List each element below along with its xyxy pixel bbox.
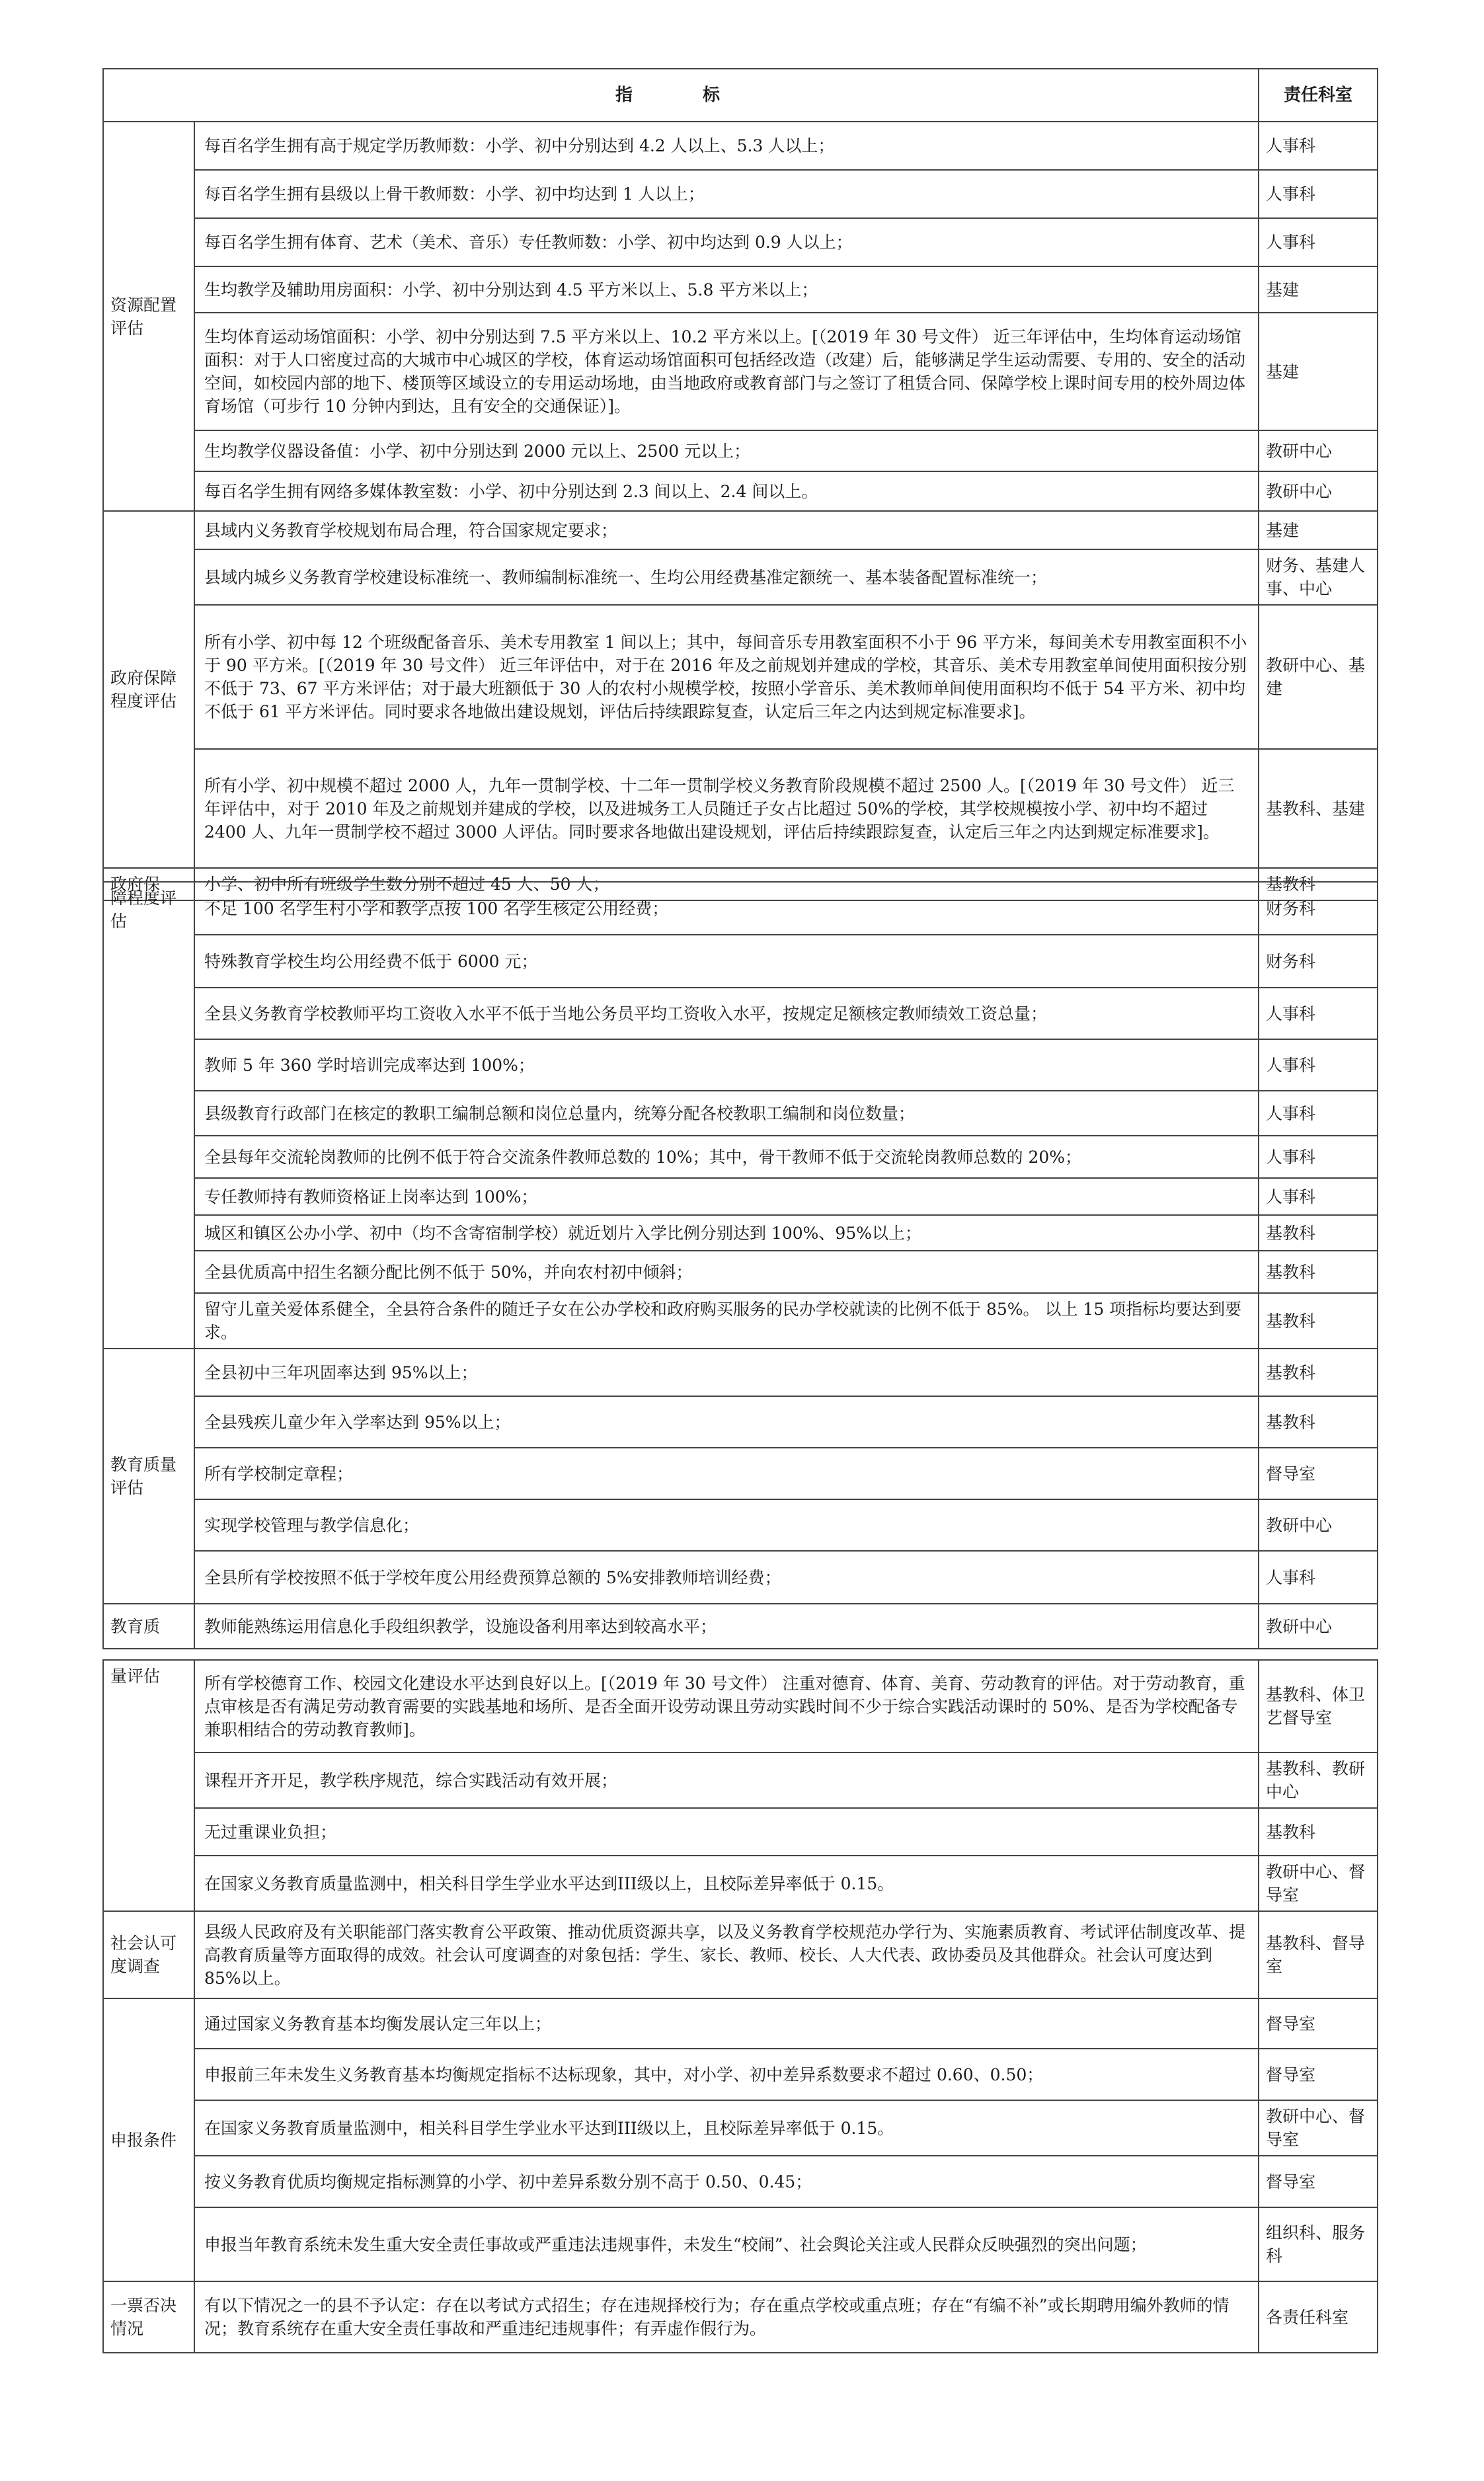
table-row [103, 1448, 1378, 1499]
indicator-text: 专任教师持有教师资格证上岗率达到 100%； [194, 1178, 1259, 1215]
responsible-cell: 各责任科室 [1259, 2281, 1378, 2353]
table-row [103, 266, 1378, 313]
table-row [103, 1293, 1378, 1349]
responsible-cell: 基教科、基建 [1259, 749, 1378, 868]
table-row [103, 605, 1378, 749]
table-row [103, 313, 1378, 430]
table-row [103, 1091, 1378, 1136]
indicator-text: 申报当年教育系统未发生重大安全责任事故或严重违法违规事件，未发生“校闹”、社会舆论关注或人民群众反映强烈的突出问题； [194, 2207, 1259, 2281]
table-row [103, 1039, 1378, 1091]
table-row [103, 988, 1378, 1039]
table-row [103, 2156, 1378, 2207]
responsible-cell: 基教科 [1259, 1293, 1378, 1349]
responsible-cell: 基教科 [1259, 1349, 1378, 1396]
table-row [103, 471, 1378, 511]
responsible-cell: 人事科 [1259, 1178, 1378, 1215]
category-cell: 政府保障程度评估 [103, 511, 194, 868]
responsible-cell: 基教科 [1259, 1251, 1378, 1293]
indicator-text: 城区和镇区公办小学、初中（均不含寄宿制学校）就近划片入学比例分别达到 100%、95%以上； [194, 1215, 1259, 1251]
table-row [103, 1660, 1378, 1752]
table-row [103, 430, 1378, 471]
category-cell: 教育质量评估 [103, 1349, 194, 1604]
indicator-table-part2 [102, 881, 1378, 1649]
responsible-cell: 财务、基建人事、中心 [1259, 549, 1378, 605]
table-row [103, 1551, 1378, 1604]
header-indicator: 指 标 [103, 69, 1259, 122]
responsible-cell: 基建 [1259, 511, 1378, 549]
responsible-cell: 人事科 [1259, 1551, 1378, 1604]
indicator-text: 生均教学仪器设备值：小学、初中分别达到 2000 元以上、2500 元以上； [194, 430, 1259, 471]
table-row [103, 1752, 1378, 1808]
table-row [103, 2049, 1378, 2100]
table-row [103, 2100, 1378, 2156]
category-cell: 量评估 [103, 1660, 194, 1911]
indicator-text: 全县残疾儿童少年入学率达到 95%以上； [194, 1396, 1259, 1448]
indicator-text: 不足 100 名学生村小学和教学点按 100 名学生核定公用经费； [194, 882, 1259, 935]
indicator-text: 有以下情况之一的县不予认定：存在以考试方式招生；存在违规择校行为；存在重点学校或重点班；存在“有编不补”或长期聘用编外教师的情况；教育系统存在重大安全责任事故和严重违纪违规事件；有弄虚作假行为。 [194, 2281, 1259, 2353]
indicator-text: 申报前三年未发生义务教育基本均衡规定指标不达标现象，其中，对小学、初中差异系数要求不超过 0.60、0.50； [194, 2049, 1259, 2100]
responsible-cell: 教研中心、督导室 [1259, 1856, 1378, 1911]
responsible-cell: 教研中心、基建 [1259, 605, 1378, 749]
table-row [103, 2281, 1378, 2353]
responsible-cell: 财务科 [1259, 882, 1378, 935]
indicator-text: 全县每年交流轮岗教师的比例不低于符合交流条件教师总数的 10%；其中，骨干教师不低于交流轮岗教师总数的 20%； [194, 1136, 1259, 1178]
indicator-text: 县级人民政府及有关职能部门落实教育公平政策、推动优质资源共享，以及义务教育学校规范办学行为、实施素质教育、考试评估制度改革、提高教育质量等方面取得的成效。社会认可度调查的对象包括：学生、家长、教师、校长、人大代表、政协委员及其他群众。社会认可度达到 85%以上。 [194, 1911, 1259, 1998]
indicator-text: 教师能熟练运用信息化手段组织教学，设施设备利用率达到较高水平； [194, 1604, 1259, 1649]
responsible-cell: 基教科 [1259, 1215, 1378, 1251]
table-row [103, 1856, 1378, 1911]
indicator-text: 按义务教育优质均衡规定指标测算的小学、初中差异系数分别不高于 0.50、0.45； [194, 2156, 1259, 2207]
responsible-cell: 教研中心 [1259, 1604, 1378, 1649]
responsible-cell: 人事科 [1259, 1136, 1378, 1178]
table-row [103, 2207, 1378, 2281]
indicator-text: 所有小学、初中每 12 个班级配备音乐、美术专用教室 1 间以上；其中，每间音乐专用教室面积不小于 96 平方米，每间美术专用教室面积不小于 90 平方米。[（2019 年 30 号文件） 近三年评估中，对于在 2016 年及之前规划并建成的学校，其音乐、美术专用教室单间使用面积按分别不低于 73、67 平方米评估；对于最大班额低于 30 人的农村小规模学校，按照小学音乐、美术教师单间使用面积均不低于 54 平方米、初中均不低于 61 平方米评估。同时要求各地做出建设规划，评估后持续跟踪复查，认定后三年之内达到规定标准要求]。 [194, 605, 1259, 749]
table-row [103, 1998, 1378, 2049]
indicator-text: 生均教学及辅助用房面积：小学、初中分别达到 4.5 平方米以上、5.8 平方米以上； [194, 266, 1259, 313]
table-row [103, 1396, 1378, 1448]
indicator-text: 所有学校德育工作、校园文化建设水平达到良好以上。[（2019 年 30 号文件） 注重对德育、体育、美育、劳动教育的评估。对于劳动教育，重点审核是否有满足劳动教育需要的实践基地和场所、是否全面开设劳动课且劳动实践时间不少于综合实践活动课时的 50%、是否为学校配备专兼职相结合的劳动教育教师]。 [194, 1660, 1259, 1752]
indicator-text: 每百名学生拥有高于规定学历教师数：小学、初中分别达到 4.2 人以上、5.3 人以上； [194, 122, 1259, 170]
category-cell: 社会认可度调查 [103, 1911, 194, 1998]
category-cell: 障程度评估 [103, 882, 194, 1349]
responsible-cell: 基建 [1259, 266, 1378, 313]
indicator-text: 课程开齐开足，教学秩序规范，综合实践活动有效开展； [194, 1752, 1259, 1808]
indicator-text: 无过重课业负担； [194, 1808, 1259, 1856]
responsible-cell: 基教科 [1259, 1396, 1378, 1448]
table-row [103, 1251, 1378, 1293]
indicator-text: 在国家义务教育质量监测中，相关科目学生学业水平达到III级以上，且校际差异率低于 0.15。 [194, 1856, 1259, 1911]
table-row [103, 1911, 1378, 1998]
category-cell: 申报条件 [103, 1998, 194, 2281]
indicator-text: 小学、初中所有班级学生数分别不超过 45 人、50 人； [194, 868, 1259, 900]
table-row [103, 882, 1378, 935]
table-row [103, 749, 1378, 868]
responsible-cell: 人事科 [1259, 218, 1378, 266]
table-row [103, 935, 1378, 988]
responsible-cell: 基教科 [1259, 1808, 1378, 1856]
table-row [103, 1499, 1378, 1551]
table-row [103, 549, 1378, 605]
indicator-text: 全县所有学校按照不低于学校年度公用经费预算总额的 5%安排教师培训经费； [194, 1551, 1259, 1604]
responsible-cell: 教研中心 [1259, 1499, 1378, 1551]
responsible-cell: 督导室 [1259, 1448, 1378, 1499]
indicator-text: 每百名学生拥有县级以上骨干教师数：小学、初中均达到 1 人以上； [194, 170, 1259, 218]
indicator-text: 县域内城乡义务教育学校建设标准统一、教师编制标准统一、生均公用经费基准定额统一、基本装备配置标准统一； [194, 549, 1259, 605]
responsible-cell: 督导室 [1259, 2156, 1378, 2207]
responsible-cell: 教研中心 [1259, 430, 1378, 471]
responsible-cell: 人事科 [1259, 122, 1378, 170]
indicator-text: 实现学校管理与教学信息化； [194, 1499, 1259, 1551]
indicator-text: 所有小学、初中规模不超过 2000 人，九年一贯制学校、十二年一贯制学校义务教育阶段规模不超过 2500 人。[（2019 年 30 号文件） 近三年评估中，对于 2010 年及之前规划并建成的学校，以及进城务工人员随迁子女占比超过 50%的学校，其学校规模按小学、初中均不超过 2400 人、九年一贯制学校不超过 3000 人评估。同时要求各地做出建设规划，评估后持续跟踪复查，认定后三年之内达到规定标准要求]。 [194, 749, 1259, 868]
indicator-text: 全县义务教育学校教师平均工资收入水平不低于当地公务员平均工资收入水平，按规定足额核定教师绩效工资总量； [194, 988, 1259, 1039]
indicator-text: 全县初中三年巩固率达到 95%以上； [194, 1349, 1259, 1396]
indicator-table-part3 [102, 1659, 1378, 2353]
table-row [103, 122, 1378, 170]
indicator-text: 县域内义务教育学校规划布局合理，符合国家规定要求； [194, 511, 1259, 549]
table-row [103, 170, 1378, 218]
responsible-cell: 组织科、服务科 [1259, 2207, 1378, 2281]
category-cell: 一票否决情况 [103, 2281, 194, 2353]
indicator-text: 所有学校制定章程； [194, 1448, 1259, 1499]
responsible-cell: 基教科、督导室 [1259, 1911, 1378, 1998]
table-header-row [103, 69, 1378, 122]
indicator-text: 特殊教育学校生均公用经费不低于 6000 元； [194, 935, 1259, 988]
responsible-cell: 教研中心、督导室 [1259, 2100, 1378, 2156]
indicator-text: 通过国家义务教育基本均衡发展认定三年以上； [194, 1998, 1259, 2049]
table-row [103, 1604, 1378, 1649]
indicator-text: 生均体育运动场馆面积：小学、初中分别达到 7.5 平方米以上、10.2 平方米以上。[（2019 年 30 号文件） 近三年评估中，生均体育运动场馆面积：对于人口密度过高的大城市中心城区的学校，体育运动场馆面积可包括经改造（改建）后，能够满足学生运动需要、专用的、安全的活动空间，如校园内部的地下、楼顶等区域设立的专用运动场地，由当地政府或教育部门与之签订了租赁合同、保障学校上课时间专用的校外周边体育场馆（可步行 10 分钟内到达，且有安全的交通保证）]。 [194, 313, 1259, 430]
responsible-cell: 督导室 [1259, 1998, 1378, 2049]
category-cell: 资源配置评估 [103, 122, 194, 511]
responsible-cell: 基教科、体卫艺督导室 [1259, 1660, 1378, 1752]
table-row [103, 511, 1378, 549]
category-cell-split: 教育质 [103, 1604, 194, 1649]
indicator-text: 全县优质高中招生名额分配比例不低于 50%，并向农村初中倾斜； [194, 1251, 1259, 1293]
responsible-cell: 人事科 [1259, 170, 1378, 218]
table-row [103, 1349, 1378, 1396]
responsible-cell: 人事科 [1259, 988, 1378, 1039]
responsible-cell: 人事科 [1259, 1039, 1378, 1091]
indicator-text: 在国家义务教育质量监测中，相关科目学生学业水平达到III级以上，且校际差异率低于 0.15。 [194, 2100, 1259, 2156]
table-row [103, 1215, 1378, 1251]
responsible-cell: 基教科、教研中心 [1259, 1752, 1378, 1808]
indicator-table-part1 [102, 68, 1378, 901]
responsible-cell: 人事科 [1259, 1091, 1378, 1136]
responsible-cell: 教研中心 [1259, 471, 1378, 511]
responsible-cell: 基教科 [1259, 868, 1378, 900]
indicator-text: 每百名学生拥有网络多媒体教室数：小学、初中分别达到 2.3 间以上、2.4 间以上。 [194, 471, 1259, 511]
table-row [103, 1808, 1378, 1856]
indicator-text: 每百名学生拥有体育、艺术（美术、音乐）专任教师数：小学、初中均达到 0.9 人以上； [194, 218, 1259, 266]
category-cell-split: 政府保 [103, 868, 194, 900]
indicator-text: 县级教育行政部门在核定的教职工编制总额和岗位总量内，统筹分配各校教职工编制和岗位数量； [194, 1091, 1259, 1136]
table-row [103, 1136, 1378, 1178]
responsible-cell: 基建 [1259, 313, 1378, 430]
header-responsible: 责任科室 [1259, 69, 1378, 122]
table-row [103, 218, 1378, 266]
responsible-cell: 督导室 [1259, 2049, 1378, 2100]
table-row [103, 1178, 1378, 1215]
indicator-text: 教师 5 年 360 学时培训完成率达到 100%； [194, 1039, 1259, 1091]
responsible-cell: 财务科 [1259, 935, 1378, 988]
indicator-text: 留守儿童关爱体系健全，全县符合条件的随迁子女在公办学校和政府购买服务的民办学校就读的比例不低于 85%。 以上 15 项指标均要达到要求。 [194, 1293, 1259, 1349]
